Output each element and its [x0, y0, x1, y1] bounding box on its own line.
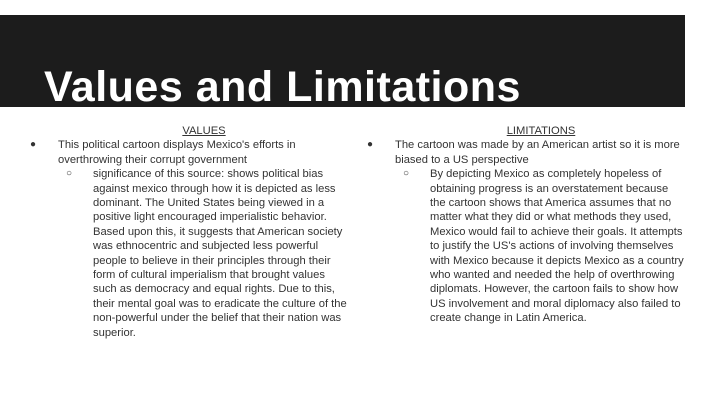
- values-main-text: This political cartoon displays Mexico's efforts in overthrowing their corrupt government: [58, 139, 296, 166]
- bullet-icon: ●: [367, 139, 374, 151]
- values-sub-text: significance of this source: shows political bias against mexico through how it is depicted as less dominant. The United States being viewed in a positive light encouraged imperialistic behavior. Based upon this, it suggests that American society was ethnocentric and subjected less powerful people to believe in their principles through their form of cultural imperialism that brought values such as democracy and equal rights. Due to this, their mental goal was to eradicate the culture of the non-powerful under the belief that their nation was superior.: [93, 168, 347, 339]
- values-heading: VALUES: [182, 125, 226, 137]
- limitations-bullet-item: [367, 138, 685, 325]
- limitations-main-text: The cartoon was made by an American artist so it is more biased to a US perspective: [395, 139, 680, 166]
- limitations-sub-bullet-item: [395, 167, 685, 325]
- limitations-heading: LIMITATIONS: [506, 125, 576, 137]
- title-bar: [0, 15, 685, 111]
- sub-bullet-icon: ○: [403, 168, 410, 180]
- bullet-icon: ●: [30, 139, 37, 151]
- values-sub-bullet-item: [58, 167, 348, 340]
- limitations-column: [367, 124, 685, 326]
- limitations-sub-text: By depicting Mexico as completely hopeless of obtaining progress is an overstatement because the cartoon shows that America assumes that no matter what they did or what methods they used, Mexico would fail to achieve their goals. It attempts to justify the US's actions of involving themselves with Mexico because it depicts Mexico as a country who wanted and needed the help of overthrowing diplomats. However, the cartoon fails to show how US involvement and moral diplomacy also failed to create change in Latin America.: [430, 168, 684, 325]
- values-column: [30, 124, 348, 340]
- slide-title: Values and Limitations: [44, 63, 521, 111]
- values-bullet-item: [30, 138, 348, 340]
- sub-bullet-icon: ○: [66, 168, 73, 180]
